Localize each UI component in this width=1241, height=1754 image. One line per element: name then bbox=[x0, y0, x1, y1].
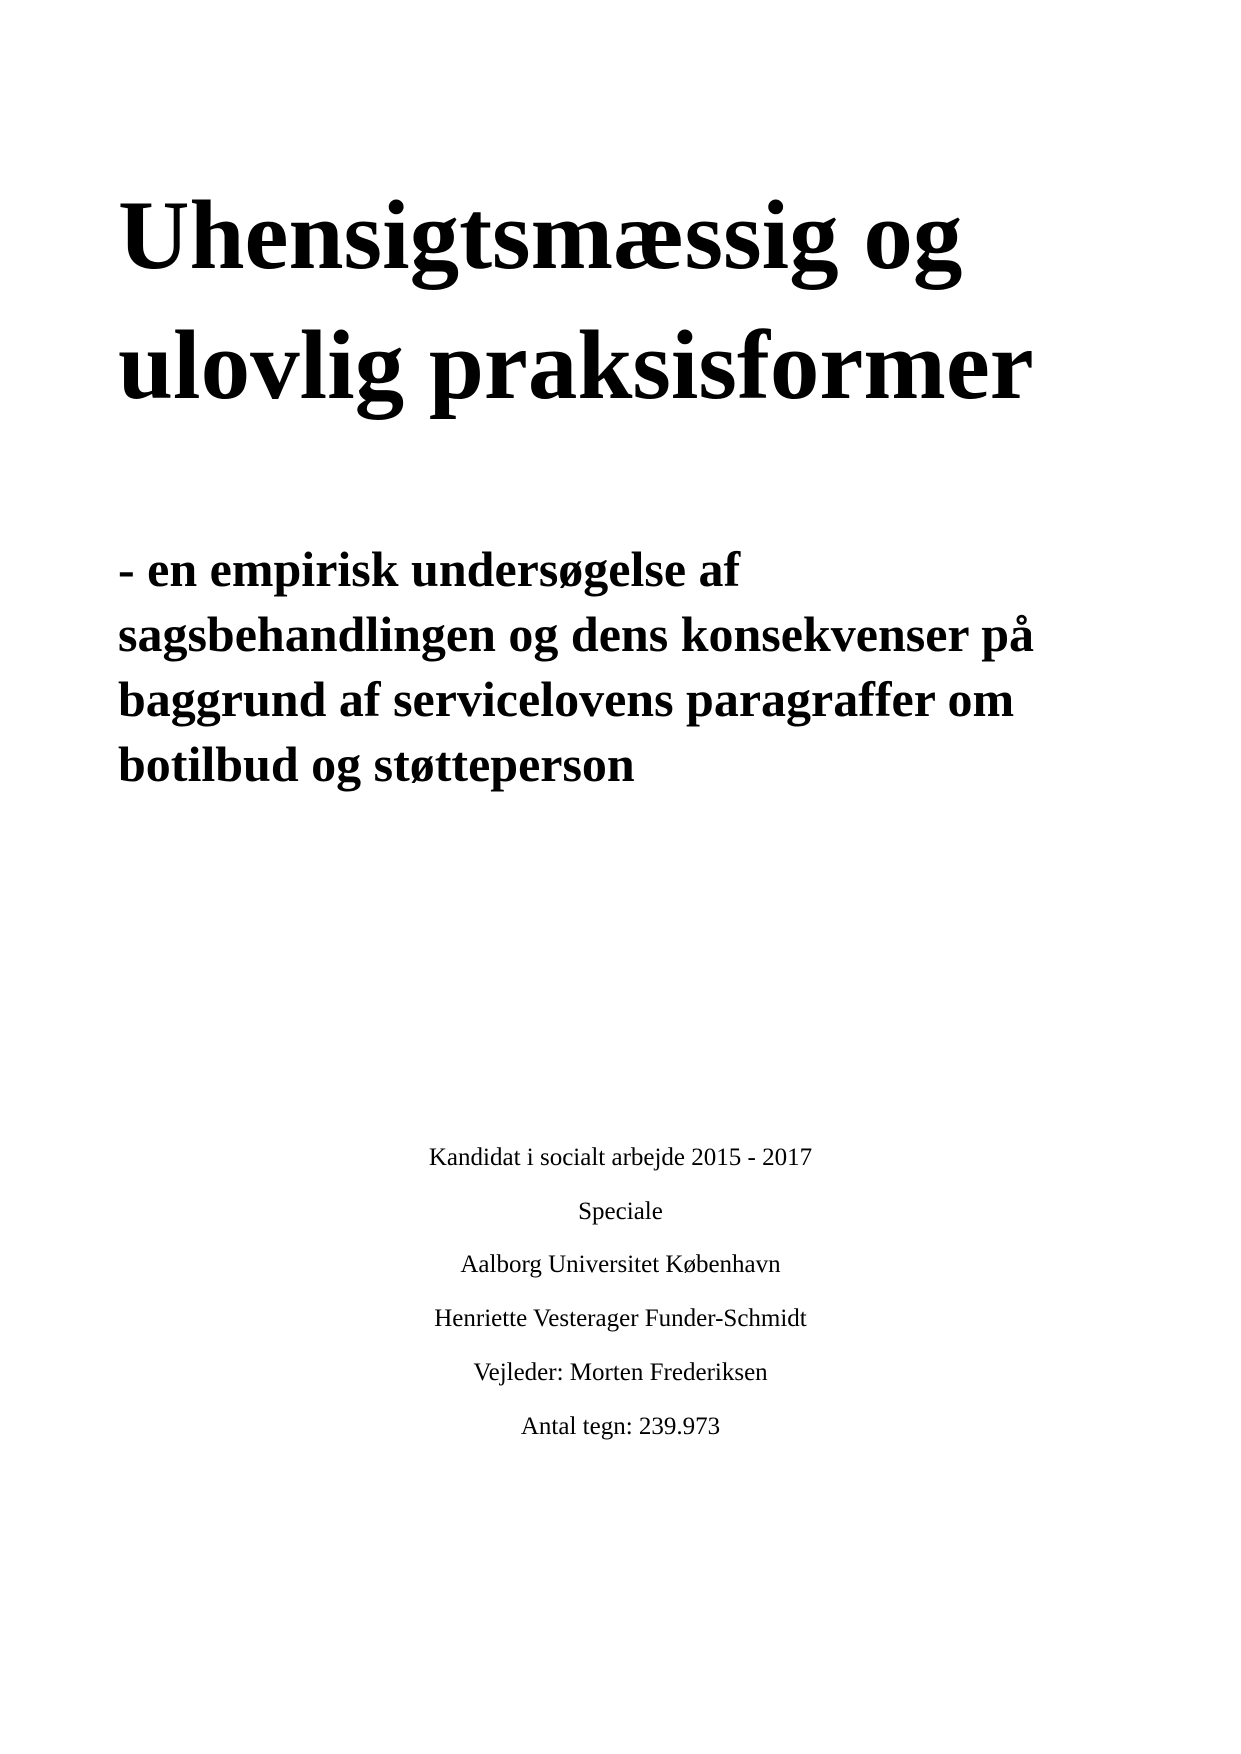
meta-line-university: Aalborg Universitet København bbox=[460, 1251, 781, 1279]
meta-line-supervisor: Vejleder: Morten Frederiksen bbox=[473, 1358, 768, 1386]
subtitle-line-1: - en empirisk undersøgelse af bbox=[118, 541, 741, 597]
document-title bbox=[118, 171, 1034, 431]
document-subtitle bbox=[118, 537, 1034, 797]
subtitle-line-3: baggrund af servicelovens paragraffer om bbox=[118, 671, 1015, 727]
subtitle-line-2: sagsbehandlingen og dens konsekvenser på bbox=[118, 606, 1035, 662]
meta-line-thesis-type: Speciale bbox=[578, 1197, 663, 1225]
title-line-1: Uhensigtsmæssig og bbox=[118, 181, 963, 290]
meta-line-author: Henriette Vesterager Funder-Schmidt bbox=[434, 1305, 807, 1333]
meta-line-character-count: Antal tegn: 239.973 bbox=[520, 1412, 721, 1440]
document-meta-block bbox=[0, 1131, 1241, 1453]
title-line-2: ulovlig praksisformer bbox=[118, 311, 1034, 420]
meta-line-programme: Kandidat i socialt arbejde 2015 - 2017 bbox=[428, 1144, 813, 1171]
subtitle-line-4: botilbud og støtteperson bbox=[118, 736, 635, 792]
